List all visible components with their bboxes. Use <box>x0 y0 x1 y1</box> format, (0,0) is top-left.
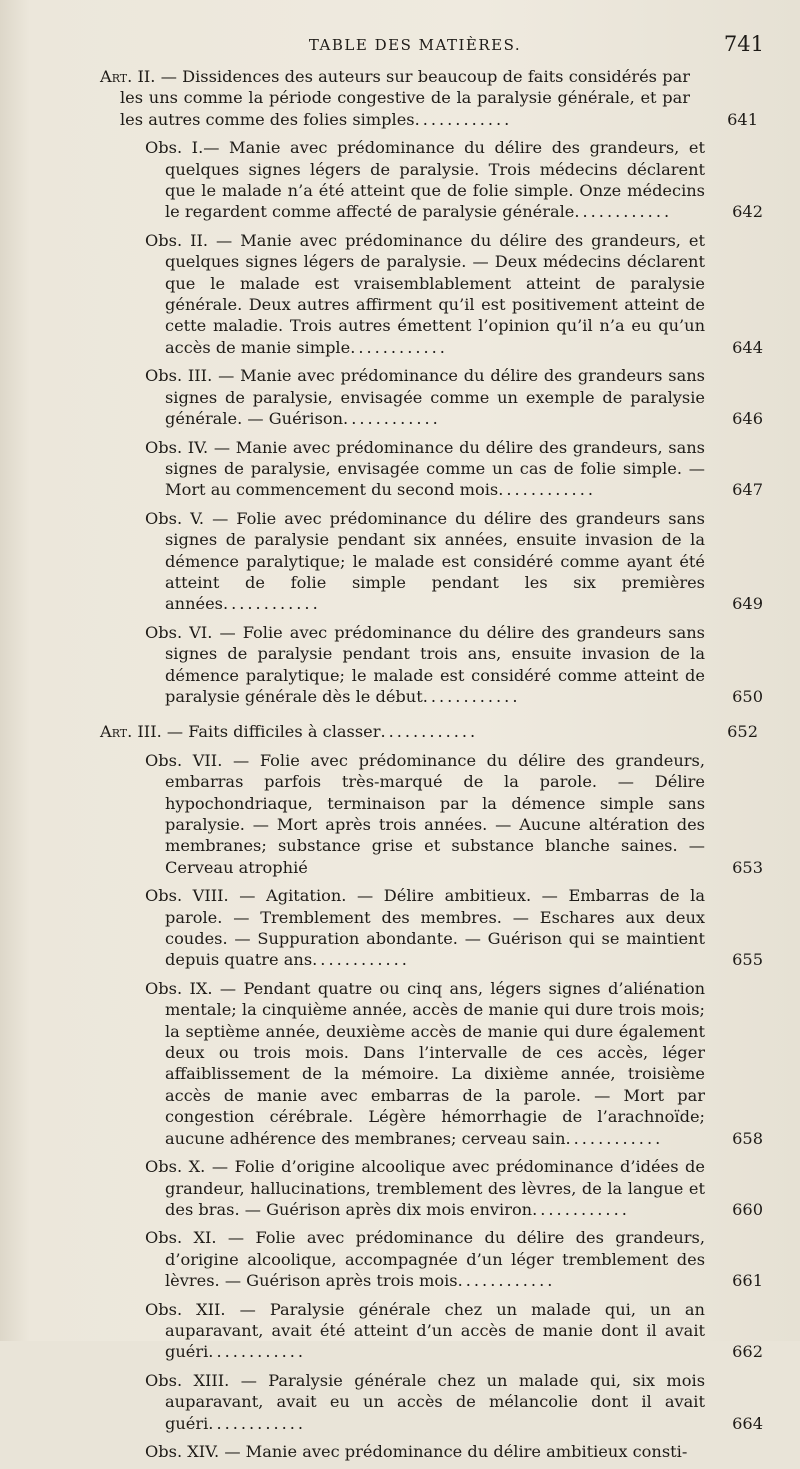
entry-label: Art. III. <box>100 722 162 742</box>
entry-page: 653 <box>732 857 763 877</box>
entry-label: Obs. III. <box>145 366 213 386</box>
entry-page: 658 <box>732 1128 763 1148</box>
entry-text: — Folie avec prédominance du délire des grandeurs, d’origine alcoolique, accompagnée d’un léger tremblement des lèvres. — Guérison après trois mois <box>165 1228 705 1291</box>
dot-leader: ............ <box>498 480 596 500</box>
entry-text: — Agitation. — Délire ambitieux. — Embarras de la parole. — Tremblement des membres. — Eschares aux deux coudes. — Suppuration abondante. — Guérison qui se maintient depuis quatre ans <box>165 886 705 970</box>
dot-leader: ............ <box>457 1271 556 1291</box>
entry-page: 662 <box>732 1342 763 1362</box>
toc-entry <box>145 365 763 429</box>
toc-entry <box>145 437 763 501</box>
table-of-contents <box>0 66 800 1469</box>
entry-label: Obs. V. <box>145 508 205 528</box>
entry-page: 661 <box>732 1271 763 1291</box>
dot-leader: ............ <box>312 950 410 970</box>
toc-entry <box>145 1370 763 1434</box>
dot-leader: ............ <box>565 1128 664 1148</box>
entry-text: — Faits difficiles à classer <box>166 722 381 742</box>
toc-entry <box>145 622 763 708</box>
toc-entry <box>100 721 758 742</box>
entry-page: 641 <box>727 109 758 129</box>
toc-entry <box>145 750 763 878</box>
toc-entry <box>145 137 763 223</box>
dot-leader: ............ <box>380 722 479 742</box>
dot-leader: ............ <box>422 686 521 706</box>
entry-text: — Manie avec prédominance du délire des grandeurs sans signes de paralysie, envisagée comme un exemple de paralysie générale. — Guérison <box>165 366 705 429</box>
entry-label: Obs. VI. <box>145 622 213 642</box>
entry-label: Obs. VII. <box>145 750 223 770</box>
running-head <box>60 32 770 60</box>
toc-entry <box>145 230 763 358</box>
toc-entry <box>145 1441 705 1462</box>
toc-entry <box>145 1156 763 1220</box>
dot-leader: ............ <box>350 337 448 357</box>
entry-text: — Folie avec prédominance du délire des grandeurs, embarras parfois très-marqué de la parole. — Délire hypochondriaque, terminaison par la démence simple sans paralysie. — Mort après trois années. — Aucune altération des membranes; substance grise et substance blanche saines. — Cerveau atrophié <box>165 750 705 877</box>
toc-entry <box>145 1299 763 1363</box>
entry-label: Obs. XI. <box>145 1228 217 1248</box>
page-number: 741 <box>723 32 764 56</box>
entry-text: — Paralysie générale chez un malade qui, un an auparavant, avait été atteint d’un accès de manie dont il avait guéri <box>165 1299 705 1362</box>
entry-page: 664 <box>732 1413 763 1433</box>
toc-entry <box>145 508 763 615</box>
entry-page: 647 <box>732 480 763 500</box>
entry-text: — Pendant quatre ou cinq ans, légers signes d’aliénation mentale; la cinquième année, accès de manie qui dure trois mois; la septième année, deuxième accès de manie qui dure également deux ou trois mois. Dans l’intervalle de ces accès, léger affaiblissement de la mémoire. La dixième année, troisième accès de manie avec embarras de la parole. — Mort par congestion cérébrale. Légère hémorrhagie de l’arachnoïde; aucune adhérence des membranes; cerveau sain <box>165 978 705 1148</box>
entry-page: 650 <box>732 686 763 706</box>
dot-leader: ............ <box>222 594 321 614</box>
entry-text: — Manie avec prédominance du délire des grandeurs, sans signes de paralysie, envisagée comme un cas de folie simple. — Mort au commencement du second mois <box>165 437 705 500</box>
toc-entry <box>145 978 763 1149</box>
entry-label: Obs. XIII. <box>145 1370 230 1390</box>
entry-text: — Folie d’origine alcoolique avec prédominance d’idées de grandeur, hallucinations, tremblement des lèvres, de la langue et des bras. — Guérison après dix mois environ <box>165 1157 705 1219</box>
toc-entry <box>145 1227 763 1291</box>
entry-label: Obs. X. <box>145 1157 206 1177</box>
entry-text: — Folie avec prédominance du délire des grandeurs sans signes de paralysie pendant six années, ensuite invasion de la démence paralytique; le malade est considéré comme ayant été atteint de folie simple pendant les six premières années <box>165 508 705 614</box>
entry-label: Obs. II. <box>145 230 209 250</box>
entry-page: 649 <box>732 594 763 614</box>
dot-leader: ............ <box>414 109 513 129</box>
entry-label: Obs. XIV. <box>145 1441 220 1461</box>
dot-leader: ............ <box>532 1199 630 1219</box>
toc-entry <box>100 66 758 130</box>
running-title: TABLE DES MATIÈRES. <box>308 36 522 54</box>
entry-page: 652 <box>727 722 758 742</box>
entry-page: 642 <box>732 202 763 222</box>
dot-leader: ............ <box>208 1413 307 1433</box>
entry-label: Obs. VIII. <box>145 886 229 906</box>
entry-label: Obs. I. <box>145 138 204 158</box>
entry-page: 646 <box>732 409 763 429</box>
entry-text: — Folie avec prédominance du délire des grandeurs sans signes de paralysie pendant trois ans, ensuite invasion de la démence paralytique; le malade est considéré comme atteint de paralysie générale dès le début <box>165 622 705 706</box>
toc-entry <box>145 885 763 971</box>
entry-text: — Manie avec prédominance du délire des grandeurs, et quelques signes légers de paralysie. Trois médecins déclarent que le malade n’a été atteint que de folie simple. Onze médecins le regardent comme affecté de paralysie générale <box>165 138 705 222</box>
entry-label: Obs. IV. <box>145 437 209 457</box>
entry-label: Art. II. <box>100 67 156 86</box>
dot-leader: ............ <box>208 1342 307 1362</box>
entry-label: Obs. IX. <box>145 978 213 998</box>
entry-page: 660 <box>732 1199 763 1219</box>
entry-page: 644 <box>732 337 763 357</box>
dot-leader: ............ <box>343 409 441 429</box>
dot-leader: ............ <box>574 202 673 222</box>
entry-text: — Manie avec prédominance du délire ambitieux consti- <box>224 1441 688 1461</box>
entry-page: 655 <box>732 950 763 970</box>
entry-text: — Paralysie générale chez un malade qui, six mois auparavant, avait eu un accès de mélancolie dont il avait guéri <box>165 1370 705 1433</box>
entry-label: Obs. XII. <box>145 1299 226 1319</box>
entry-text: — Manie avec prédominance du délire des grandeurs, et quelques signes légers de paralysie. — Deux médecins déclarent que le malade est vraisemblablement atteint de paralysie générale. Deux autres affirment qu’il est positivement atteint de cette maladie. Trois autres émettent l’opinion qu’il n’a eu qu’un accès de manie simple <box>165 230 705 357</box>
entry-text: — Dissidences des auteurs sur beaucoup de faits considérés par les uns comme la période congestive de la paralysie générale, et par les autres comme des folies simples <box>120 67 690 129</box>
